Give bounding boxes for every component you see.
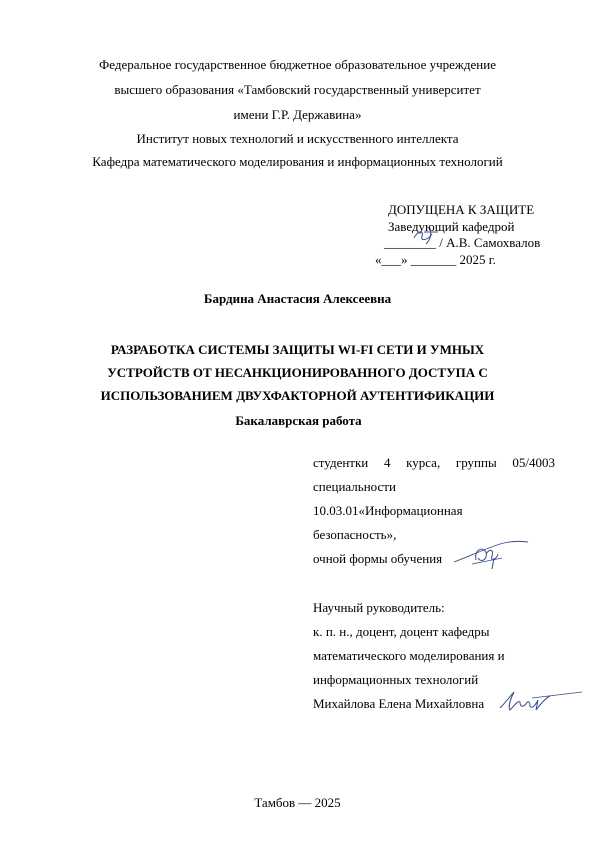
supervisor-signature-image xyxy=(498,688,584,716)
student-word: студентки xyxy=(313,455,369,470)
student-specialty-name: безопасность», xyxy=(313,527,397,542)
city-year: Тамбов — 2025 xyxy=(254,795,341,810)
student-signature-image xyxy=(452,536,532,572)
thesis-title-line-3: ИСПОЛЬЗОВАНИЕМ ДВУХФАКТОРНОЙ АУТЕНТИФИКАЦИИ xyxy=(100,388,495,403)
work-type: Бакалаврская работа xyxy=(235,413,362,428)
student-word: 05/4003 xyxy=(512,455,555,470)
student-course-group xyxy=(313,455,555,471)
approval-date-line: «___» _______ 2025 г. xyxy=(375,252,496,267)
student-word: группы xyxy=(455,455,497,470)
supervisor-department-2: информационных технологий xyxy=(313,672,479,687)
student-specialty-code: 10.03.01«Информационная xyxy=(313,503,463,518)
institution-line-3: имени Г.Р. Державина» xyxy=(233,107,362,122)
supervisor-label: Научный руководитель: xyxy=(313,600,445,615)
thesis-title-line-2: УСТРОЙСТВ ОТ НЕСАНКЦИОНИРОВАННОГО ДОСТУПА С xyxy=(107,365,488,380)
supervisor-name: Михайлова Елена Михайловна xyxy=(313,696,485,711)
approval-title: ДОПУЩЕНА К ЗАЩИТЕ xyxy=(388,202,535,217)
student-word: 4 xyxy=(383,455,391,470)
approval-signature-line: ________ / А.В. Самохвалов xyxy=(384,235,541,250)
institution-line-1: Федеральное государственное бюджетное образовательное учреждение xyxy=(99,57,496,72)
head-signature-image xyxy=(410,226,444,246)
institution-line-2: высшего образования «Тамбовский государственный университет xyxy=(114,82,481,97)
author-name: Бардина Анастасия Алексеевна xyxy=(203,291,392,306)
department-name: Кафедра математического моделирования и информационных технологий xyxy=(92,154,503,169)
student-word: курса, xyxy=(406,455,441,470)
thesis-title-line-1: РАЗРАБОТКА СИСТЕМЫ ЗАЩИТЫ WI-FI СЕТИ И УМНЫХ xyxy=(110,342,485,357)
institute-name: Институт новых технологий и искусственного интеллекта xyxy=(136,131,459,146)
supervisor-degree: к. п. н., доцент, доцент кафедры xyxy=(313,624,490,639)
student-study-form: очной формы обучения xyxy=(313,551,443,566)
approval-role: Заведующий кафедрой xyxy=(388,219,515,234)
student-specialty-label: специальности xyxy=(313,479,396,494)
supervisor-department-1: математического моделирования и xyxy=(313,648,505,663)
